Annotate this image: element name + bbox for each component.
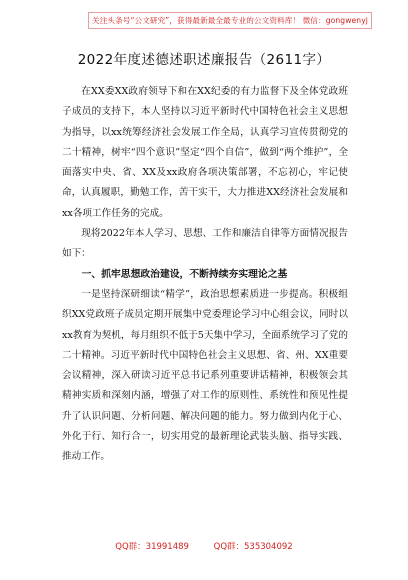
body-paragraph: 在XX委XX政府领导下和在XX纪委的有力监督下及全体党政班子成员的支持下，本人坚持以习近平新时代中国特色社会主义思想为指导，以xx统筹经济社会发展工作全局，认真学习宣传贯彻党的二十精神，树牢“四个意识”坚定“四个自信”，做到“两个维护”，全面落实中央、省、XX及xx政府各项决策部署，不忘初心，牢记使命，认真履职，勤勉工作，苦干实干，大力推进XX经济社会发展和xx各项工作任务的完成。: [62, 86, 348, 219]
top-banner: 关注头条号“公文研究”，获得最新最全最专业的公文资料库！ 微信：gongwenyj: [88, 12, 372, 29]
body-paragraph: 现将2022年本人学习、思想、工作和廉洁自律等方面情况报告如下：: [62, 228, 348, 260]
footer-contact: [0, 540, 408, 552]
section-heading: 一、抓牢思想政治建设，不断持续夯实理论之基: [81, 268, 288, 280]
body-paragraph: 一是坚持深研细读“精学”，政治思想素质进一步提高。积极组织XX党政班子成员定期开展集中党委理论学习中心组会议，同时以xx教育为契机，每月组织不低于5天集中学习，全面系统学习了党的二十精神。习近平新时代中国特色社会主义思想、省、州、XX重要会议精神，深入研读习近平总书记系列重要讲话精神，积极领会其精神实质和深刻内涵，增强了对工作的原则性、系统性和预见性提升了认识问题、分析问题、解决问题的能力。努力做到内化于心、外化于行、知行合一，切实用党的最新理论武装头脑、指导实践、推动工作。: [62, 288, 348, 463]
document-body: [62, 82, 348, 468]
document-title: 2022年度述德述职述廉报告（2611字）: [77, 52, 331, 68]
footer-qq-group-1: QQ群：31991489: [115, 542, 189, 552]
footer-qq-group-2: QQ群：535304092: [213, 542, 293, 552]
